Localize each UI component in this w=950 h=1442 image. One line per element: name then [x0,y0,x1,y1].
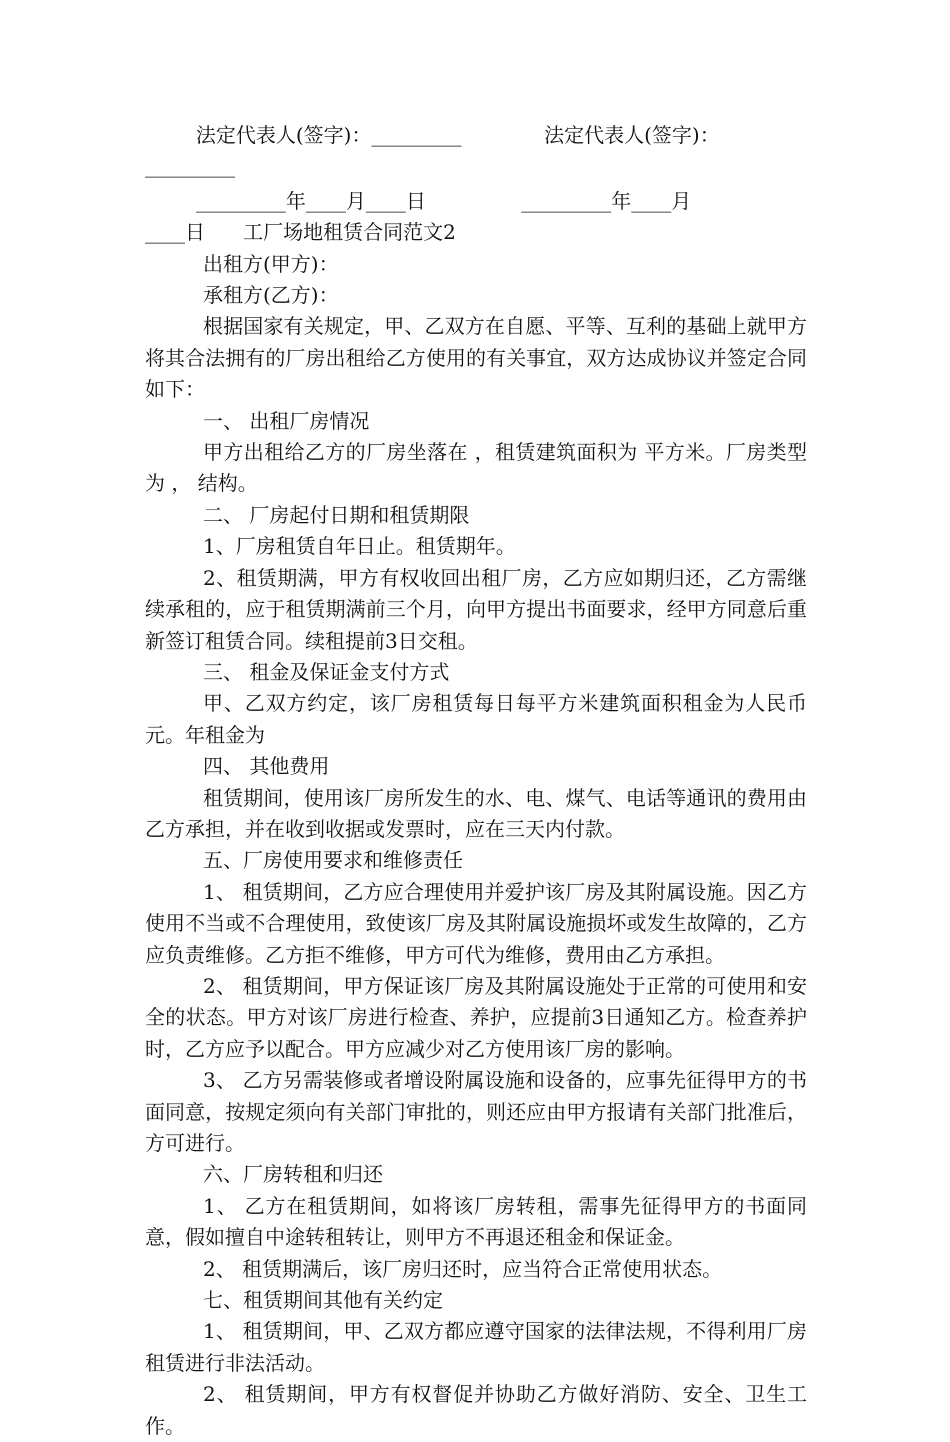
body-paragraph: 2、 租赁期满后，该厂房归还时，应当符合正常使用状态。 [203,1256,723,1281]
body-paragraph: 2、 租赁期间，甲方有权督促并协助乙方做好消防、安全、卫生工作。 [145,1382,807,1438]
body-paragraph: 1、 租赁期间，乙方应合理使用并爱护该厂房及其附属设施。因乙方使用不当或不合理使用，致使该厂房及其附属设施损坏或发生故障的，乙方应负责维修。乙方拒不维修，甲方可代为维修，费用由乙方承担。 [145,879,807,967]
section-heading-7: 七、租赁期间其他有关约定 [203,1288,443,1313]
preamble-paragraph: 根据国家有关规定，甲、乙双方在自愿、平等、互利的基础上就甲方将其合法拥有的厂房出租给乙方使用的有关事宜，双方达成协议并签定合同如下： [145,314,807,402]
section-heading-2: 二、 厂房起付日期和租赁期限 [203,502,470,527]
section-heading-4: 四、 其他费用 [203,754,330,779]
date-line-2-with-title: ____日 工厂场地租赁合同范文2 [145,220,456,245]
signature-line-1: 法定代表人(签字)：_________ 法定代表人(签字)： [145,123,720,147]
body-paragraph: 3、 乙方另需装修或者增设附属设施和设备的，应事先征得甲方的书面同意，按规定须向有关部门审批的，则还应由甲方报请有关部门批准后，方可进行。 [145,1068,807,1155]
body-paragraph: 甲方出租给乙方的厂房坐落在 ，租赁建筑面积为 平方米。厂房类型为 ， 结构。 [145,440,807,496]
section-heading-5: 五、厂房使用要求和维修责任 [203,848,463,873]
lessee-line: 承租方(乙方)： [203,283,339,308]
lessor-line: 出租方(甲方)： [203,251,339,276]
date-line-1: _________年____月____日 _________年____月 [145,188,692,213]
body-paragraph: 2、租赁期满，甲方有权收回出租厂房，乙方应如期归还，乙方需继续承租的，应于租赁期满前三个月，向甲方提出书面要求，经甲方同意后重新签订租赁合同。续租提前3日交租。 [145,565,807,653]
signature-line-2: _________ [145,154,235,179]
body-paragraph: 1、厂房租赁自年日止。租赁期年。 [203,534,516,559]
body-paragraph: 1、 租赁期间，甲、乙双方都应遵守国家的法律法规，不得利用厂房租赁进行非法活动。 [145,1319,807,1375]
body-paragraph: 甲、乙双方约定，该厂房租赁每日每平方米建筑面积租金为人民币元。年租金为 [145,691,807,747]
section-heading-6: 六、厂房转租和归还 [203,1162,383,1187]
body-paragraph: 2、 租赁期间，甲方保证该厂房及其附属设施处于正常的可使用和安全的状态。甲方对该厂房进行检查、养护，应提前3日通知乙方。检查养护时，乙方应予以配合。甲方应减少对乙方使用该厂房的影响。 [145,973,807,1061]
section-heading-1: 一、 出租厂房情况 [203,408,370,433]
body-paragraph: 1、 乙方在租赁期间，如将该厂房转租，需事先征得甲方的书面同意，假如擅自中途转租转让，则甲方不再退还租金和保证金。 [145,1193,807,1250]
body-paragraph: 租赁期间，使用该厂房所发生的水、电、煤气、电话等通讯的费用由乙方承担，并在收到收据或发票时，应在三天内付款。 [145,785,807,841]
section-heading-3: 三、 租金及保证金支付方式 [203,659,450,684]
